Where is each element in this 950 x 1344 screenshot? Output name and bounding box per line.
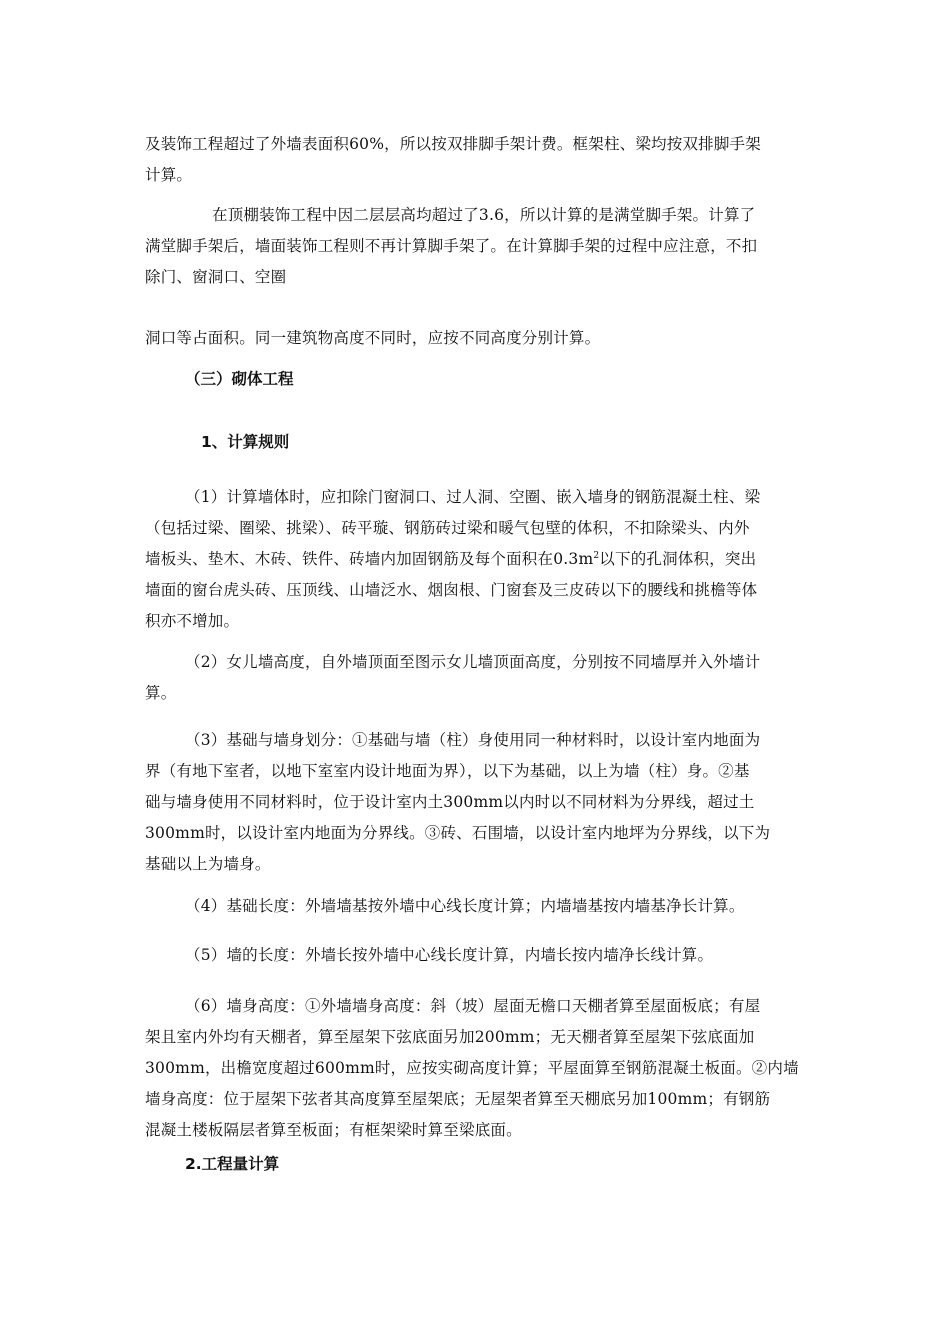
paragraph-line: 计算。 [145, 166, 193, 184]
rule-line: 界（有地下室者，以地下室室内设计地面为界），以下为基础，以上为墙（柱）身。②基 [145, 762, 750, 780]
rule-line: （1）计算墙体时，应扣除门窗洞口、过人洞、空圈、嵌入墙身的钢筋混凝土柱、梁 [185, 488, 761, 506]
section-heading: （三）砌体工程 [185, 370, 294, 388]
superscript: 2 [593, 550, 600, 561]
rule-line: （2）女儿墙高度，自外墙顶面至图示女儿墙顶面高度，分别按不同墙厚并入外墙计 [185, 653, 761, 671]
rule-line: 础与墙身使用不同材料时，位于设计室内土300mm以内时以不同材料为分界线，超过土 [145, 793, 755, 811]
rule-line: 积亦不增加。 [145, 612, 240, 630]
paragraph-line: 及装饰工程超过了外墙表面积60%，所以按双排脚手架计费。框架柱、梁均按双排脚手架 [145, 135, 761, 153]
rule-line: （3）基础与墙身划分：①基础与墙（柱）身使用同一种材料时，以设计室内地面为 [185, 731, 761, 749]
paragraph-line: 满堂脚手架后，墙面装饰工程则不再计算脚手架了。在计算脚手架的过程中应注意，不扣 [145, 237, 758, 255]
rule-line: （4）基础长度：外墙墙基按外墙中心线长度计算；内墙墙基按内墙基净长计算。 [185, 897, 745, 915]
paragraph-line: 在顶棚装饰工程中因二层层高均超过了3.6，所以计算的是满堂脚手架。计算了 [212, 206, 756, 224]
rule-line: 300mm时，以设计室内地面为分界线。③砖、石围墙，以设计室内地坪为分界线，以下为 [145, 824, 771, 842]
rule-line: 算。 [145, 684, 177, 702]
rule-text: 墙板头、垫木、木砖、铁件、砖墙内加固钢筋及每个面积在0.3m [145, 550, 594, 568]
rule-line: 300mm，出檐宽度超过600mm时，应按实砌高度计算；平屋面算至钢筋混凝土板面。②内墙 [145, 1059, 799, 1077]
rule-line: 基础以上为墙身。 [145, 855, 271, 873]
rule-line: 架且室内外均有天棚者，算至屋架下弦底面另加200mm；无天棚者算至屋架下弦底面加 [145, 1028, 755, 1046]
rule-line: （5）墙的长度：外墙长按外墙中心线长度计算，内墙长按内墙净长线计算。 [185, 946, 714, 964]
subsection-heading: 1、计算规则 [201, 433, 290, 451]
paragraph-line: 除门、窗洞口、空圈 [145, 268, 287, 286]
rule-line: 墙身高度：位于屋架下弦者其高度算至屋架底；无屋架者算至天棚底另加100mm；有钢筋 [145, 1090, 771, 1108]
paragraph-line: 洞口等占面积。同一建筑物高度不同时，应按不同高度分别计算。 [145, 329, 601, 347]
subsection-heading: 2.工程量计算 [185, 1155, 280, 1173]
rule-line: 墙面的窗台虎头砖、压顶线、山墙泛水、烟囱根、门窗套及三皮砖以下的腰线和挑檐等体 [145, 581, 758, 599]
rule-line: 混凝土楼板隔层者算至板面；有框架梁时算至梁底面。 [145, 1121, 522, 1139]
rule-text: 以下的孔洞体积，突出 [599, 550, 757, 568]
rule-line: （6）墙身高度：①外墙墙身高度：斜（坡）屋面无檐口天棚者算至屋面板底；有屋 [185, 997, 761, 1015]
rule-line: （包括过梁、圈梁、挑梁）、砖平璇、钢筋砖过梁和暖气包壁的体积，不扣除梁头、内外 [145, 519, 750, 537]
rule-line [145, 549, 756, 569]
